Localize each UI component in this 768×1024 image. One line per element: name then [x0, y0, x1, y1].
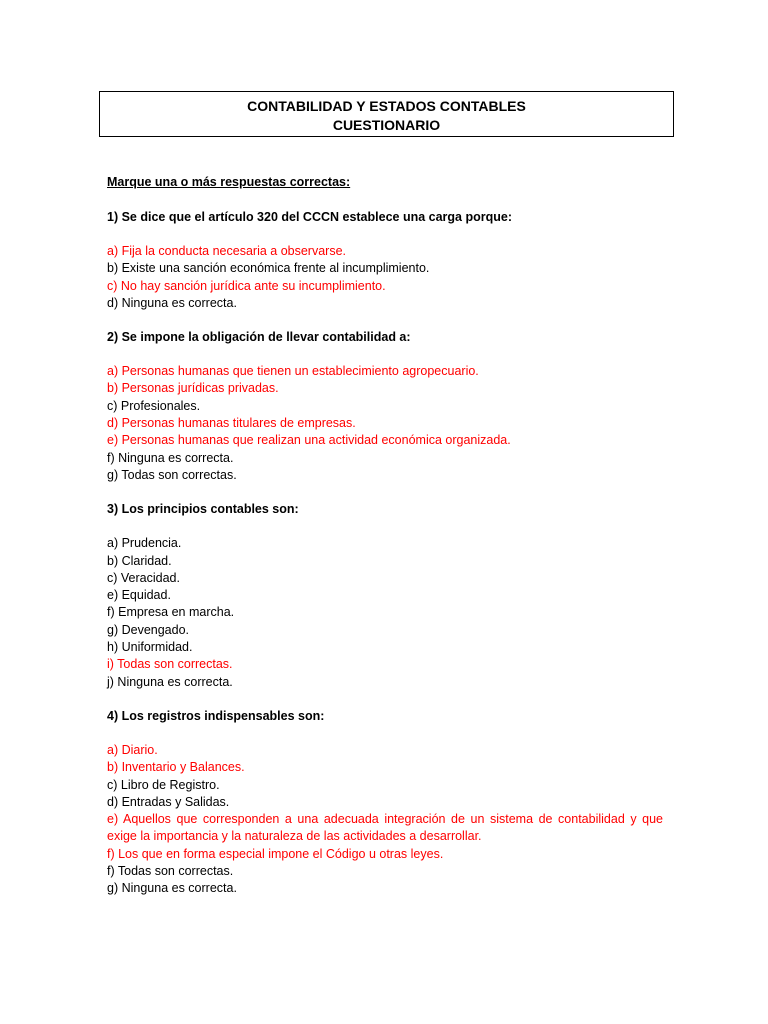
correct-option: b) Personas jurídicas privadas. — [107, 381, 279, 396]
correct-option: i) Todas son correctas. — [107, 657, 233, 672]
instruction-colon: : — [346, 175, 351, 189]
title-box — [99, 91, 674, 137]
option-list — [107, 243, 663, 312]
option: g) Ninguna es correcta. — [107, 881, 237, 896]
option: f) Todas son correctas. — [107, 864, 234, 879]
option: h) Uniformidad. — [107, 640, 193, 655]
correct-option: a) Personas humanas que tienen un establecimiento agropecuario. — [107, 364, 479, 379]
question-block — [107, 708, 663, 898]
option: f) Ninguna es correcta. — [107, 450, 234, 465]
option-list — [107, 535, 663, 691]
correct-option: c) No hay sanción jurídica ante su incumplimiento. — [107, 278, 386, 293]
correct-option: a) Diario. — [107, 742, 158, 757]
option: g) Todas son correctas. — [107, 467, 237, 482]
option: c) Libro de Registro. — [107, 777, 220, 792]
document-subtitle: CUESTIONARIO — [332, 117, 441, 133]
option-list — [107, 742, 663, 898]
question-list — [107, 209, 663, 898]
question-block — [107, 209, 663, 312]
option: e) Equidad. — [107, 588, 171, 603]
option: a) Prudencia. — [107, 536, 182, 551]
question-block — [107, 501, 663, 691]
option: f) Empresa en marcha. — [107, 605, 235, 620]
question-text: 2) Se impone la obligación de llevar contabilidad a: — [107, 330, 411, 345]
option-list — [107, 363, 663, 484]
instruction — [107, 174, 663, 191]
correct-option: b) Inventario y Balances. — [107, 760, 245, 775]
questionnaire — [107, 174, 663, 915]
correct-option: f) Los que en forma especial impone el Código u otras leyes. — [107, 846, 444, 861]
question-text: 4) Los registros indispensables son: — [107, 708, 325, 723]
option: j) Ninguna es correcta. — [107, 674, 233, 689]
instruction-text: Marque una o más respuestas correctas — [107, 175, 346, 189]
correct-option: d) Personas humanas titulares de empresas. — [107, 416, 356, 431]
correct-option: e) Personas humanas que realizan una actividad económica organizada. — [107, 433, 511, 448]
question-text: 1) Se dice que el artículo 320 del CCCN establece una carga porque: — [107, 210, 512, 224]
correct-option: a) Fija la conducta necesaria a observarse. — [107, 244, 347, 258]
option: g) Devengado. — [107, 622, 190, 637]
correct-option: e) Aquellos que corresponden a una adecuada integración de un sistema de contabilidad y que exige la importancia y la naturaleza de las actividades a desarrollar. — [107, 812, 663, 844]
option: c) Veracidad. — [107, 570, 180, 585]
option: d) Ninguna es correcta. — [107, 295, 237, 310]
document-title: CONTABILIDAD Y ESTADOS CONTABLES — [247, 98, 526, 114]
question-text: 3) Los principios contables son: — [107, 502, 299, 517]
option: b) Claridad. — [107, 553, 172, 568]
option: b) Existe una sanción económica frente al incumplimiento. — [107, 261, 430, 276]
option: c) Profesionales. — [107, 398, 201, 413]
option: d) Entradas y Salidas. — [107, 794, 230, 809]
question-block — [107, 329, 663, 484]
